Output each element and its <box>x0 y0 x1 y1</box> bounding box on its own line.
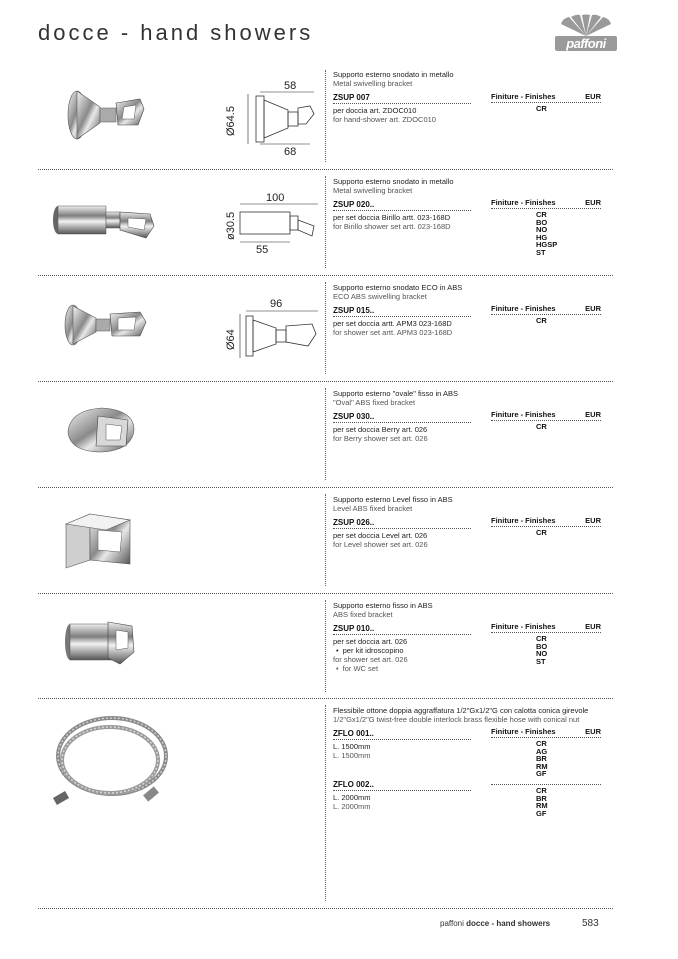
desc-it: per set doccia artt. APM3 023-168D <box>333 319 452 328</box>
finish-code: BR <box>536 793 547 803</box>
title-en: Level ABS fixed bracket <box>333 504 413 513</box>
finish-code: CR <box>536 786 547 795</box>
product-code-2: ZFLO 002.. <box>333 780 374 789</box>
currency-label: EUR <box>585 410 601 419</box>
finish-code: AG <box>536 746 548 756</box>
finishes-underline <box>491 102 601 103</box>
product-code: ZSUP 030.. <box>333 412 375 421</box>
shower-fan-icon <box>555 14 617 38</box>
finish-code: GF <box>536 808 547 818</box>
code-underline <box>333 210 471 211</box>
desc-it: per set doccia art. 026 <box>333 637 408 646</box>
row-divider <box>38 487 613 488</box>
finishes-label: Finiture - Finishes <box>491 198 556 207</box>
title-en: 1/2"Gx1/2"G twist-free double interlock brass flexible hose with conical nut <box>333 715 580 724</box>
finishes-label: Finiture - Finishes <box>491 622 556 631</box>
dim-width: 96 <box>270 298 283 310</box>
finish-code: CR <box>536 316 547 325</box>
title-en: Metal swivelling bracket <box>333 186 413 195</box>
code-underline <box>333 316 471 317</box>
finishes-underline <box>491 526 601 527</box>
finish-code: BR <box>536 754 547 763</box>
technical-drawing-zsup007 <box>218 78 323 156</box>
product-code: ZSUP 015.. <box>333 306 375 315</box>
desc2-en: L. 2000mm <box>333 802 371 811</box>
finishes-block <box>491 622 601 665</box>
code-underline <box>333 422 471 423</box>
title-it: Supporto esterno Level fisso in ABS <box>333 495 453 504</box>
dim-width: 58 <box>284 80 297 92</box>
desc-it: L. 1500mm <box>333 742 371 751</box>
footer-section: docce - hand showers <box>466 919 551 928</box>
finishes-label: Finiture - Finishes <box>491 410 556 419</box>
finish-code: CR <box>536 634 547 643</box>
finish-code: RM <box>536 761 548 771</box>
product-code: ZSUP 020.. <box>333 200 375 209</box>
title-it: Supporto esterno snodato in metallo <box>333 177 454 186</box>
finishes-block <box>491 410 601 431</box>
row-divider <box>38 593 613 594</box>
currency-label: EUR <box>585 516 601 525</box>
finishes-label: Finiture - Finishes <box>491 304 556 313</box>
finish-code: CR <box>536 739 547 748</box>
technical-drawing-zsup015 <box>220 294 323 362</box>
desc-it: per doccia art. ZDOC010 <box>333 106 417 115</box>
title-it: Supporto esterno snodato in metallo <box>333 70 454 79</box>
column-divider <box>325 494 326 586</box>
title-en: ECO ABS swivelling bracket <box>333 292 427 301</box>
desc-en: for Level shower set art. 026 <box>333 540 428 549</box>
finishes-block <box>491 516 601 537</box>
title-it: Supporto esterno snodato ECO in ABS <box>333 283 463 292</box>
title-it: Supporto esterno fisso in ABS <box>333 601 433 610</box>
page-footer <box>440 919 550 928</box>
desc-en: L. 1500mm <box>333 751 371 760</box>
dim-diameter: ø30.5 <box>225 211 237 240</box>
finish-code: CR <box>536 104 547 113</box>
title-en: "Oval" ABS fixed bracket <box>333 398 416 407</box>
code-underline <box>333 634 471 635</box>
row-divider <box>38 275 613 276</box>
dim-depth: 55 <box>256 244 269 256</box>
title-it: Flessibile ottone doppia aggraffatura 1/2"Gx1/2"G con calotta conica girevole <box>333 706 589 715</box>
product-photo-zsup007 <box>60 85 150 145</box>
finish-code: CR <box>536 422 547 431</box>
currency-label: EUR <box>585 622 601 631</box>
currency-label: EUR <box>585 304 601 313</box>
finish-code: ST <box>536 247 546 257</box>
dim-diameter: Ø64 <box>225 329 237 350</box>
finishes-block <box>491 92 601 113</box>
finish-code: CR <box>536 528 547 537</box>
product-code: ZSUP 007 <box>333 93 370 102</box>
desc2-it: L. 2000mm <box>333 793 371 802</box>
product-photo-zsup026 <box>60 510 140 570</box>
row-divider <box>38 381 613 382</box>
product-code: ZSUP 010.. <box>333 624 375 633</box>
code-underline <box>333 528 471 529</box>
finish-code: RM <box>536 801 548 810</box>
desc-en: for Birillo shower set artt. 023-168D <box>333 222 451 231</box>
column-divider <box>325 282 326 374</box>
finish-code: GF <box>536 769 547 778</box>
desc-it: per set doccia Level art. 026 <box>333 531 428 540</box>
desc-en: for shower set art. 026 <box>333 655 408 664</box>
column-divider <box>325 705 326 901</box>
page-title: docce - hand showers <box>38 20 314 45</box>
finishes-block <box>491 304 601 325</box>
page-number: 583 <box>582 918 599 929</box>
finishes-underline <box>491 420 601 421</box>
code-underline <box>333 103 471 104</box>
dim-width: 100 <box>266 192 285 204</box>
column-divider <box>325 176 326 268</box>
dim-diameter: Ø64.5 <box>225 106 237 136</box>
product-photo-zsup020 <box>50 198 160 248</box>
bullet-en: • for WC set <box>333 664 613 673</box>
title-en: ABS fixed bracket <box>333 610 393 619</box>
finish-code: CR <box>536 210 547 219</box>
product-photo-zflo <box>48 706 176 816</box>
column-divider <box>325 388 326 480</box>
desc-en: for shower set artt. APM3 023-168D <box>333 328 453 337</box>
finish-code: NO <box>536 225 548 234</box>
finishes-underline <box>491 632 601 633</box>
currency-label: EUR <box>585 92 601 101</box>
row-divider <box>38 698 613 699</box>
product-photo-zsup010 <box>60 616 140 671</box>
finishes-underline <box>491 314 601 315</box>
code-underline <box>333 790 471 791</box>
paffoni-logo <box>555 14 617 54</box>
finish-code: ST <box>536 656 546 666</box>
finishes-underline <box>491 208 601 209</box>
finishes-label: Finiture - Finishes <box>491 516 556 525</box>
finish-code: HGSP <box>536 240 558 249</box>
desc-it: per set doccia Birillo artt. 023-168D <box>333 213 451 222</box>
footer-brand: paffoni <box>440 919 464 928</box>
bullet-it: • per kit idroscopino <box>333 646 613 655</box>
title-it: Supporto esterno "ovale" fisso in ABS <box>333 389 458 398</box>
finish-code: NO <box>536 649 548 658</box>
desc-it: per set doccia Berry art. 026 <box>333 425 428 434</box>
desc-en: for Berry shower set art. 026 <box>333 434 428 443</box>
row-divider <box>38 908 613 909</box>
logo-text: paffoni <box>555 36 617 51</box>
desc-en: for hand-shower art. ZDOC010 <box>333 115 436 124</box>
finishes-label: Finiture - Finishes <box>491 92 556 101</box>
row-divider <box>38 169 613 170</box>
currency-label: EUR <box>585 198 601 207</box>
column-divider <box>325 600 326 692</box>
code-underline <box>333 739 471 740</box>
product-photo-zsup030 <box>62 402 142 457</box>
finish-code: HG <box>536 232 548 242</box>
technical-drawing-zsup020 <box>222 190 322 258</box>
finishes-underline <box>491 737 601 738</box>
finishes-label: Finiture - Finishes <box>491 727 556 736</box>
product-code: ZFLO 001.. <box>333 729 374 738</box>
product-code: ZSUP 026.. <box>333 518 375 527</box>
dim-depth: 68 <box>284 146 297 156</box>
finishes-block-2 <box>491 783 601 817</box>
finishes-block <box>491 198 601 256</box>
title-en: Metal swivelling bracket <box>333 79 413 88</box>
finishes-underline <box>491 784 601 785</box>
finish-code: BO <box>536 217 548 227</box>
finish-code: BO <box>536 641 548 651</box>
product-photo-zsup015 <box>58 298 153 353</box>
currency-label: EUR <box>585 727 601 736</box>
finishes-block <box>491 727 601 778</box>
column-divider <box>325 70 326 162</box>
